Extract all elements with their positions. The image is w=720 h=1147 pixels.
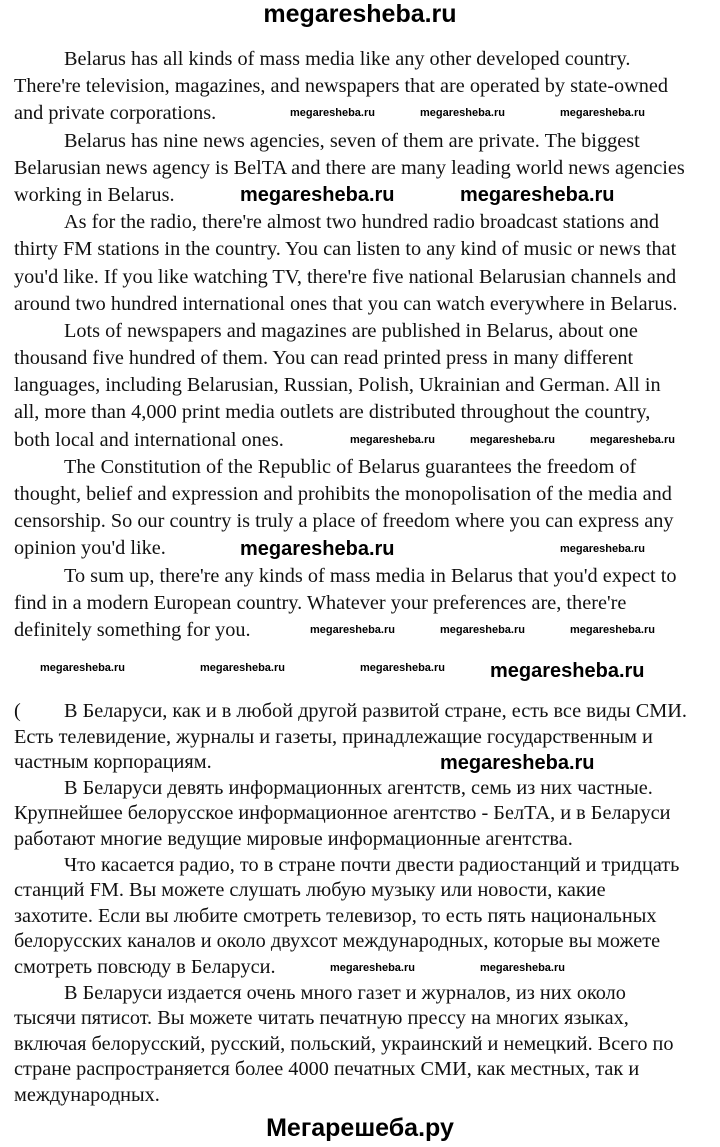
text-line — [14, 236, 676, 263]
watermark: megaresheba.ru — [240, 538, 395, 560]
line-text: find in a modern European country. Whatever your preferences are, there're — [14, 591, 627, 614]
line-text: languages, including Belarusian, Russian, Polish, Ukrainian and German. All in — [14, 374, 661, 397]
line-text: станций FM. Вы можете слушать любую музыку или новости, какие — [14, 879, 606, 902]
text-line — [14, 345, 633, 372]
text-line — [14, 372, 661, 399]
text-line — [14, 725, 653, 751]
line-text: белорусских каналов и около двухсот международных, которые вы можете — [14, 930, 661, 953]
line-text: В Беларуси издается очень много газет и журналов, из них около — [64, 981, 626, 1004]
text-line — [14, 291, 677, 318]
site-header: megaresheba.ru — [263, 0, 457, 28]
line-text: around two hundred international ones that you can watch everywhere in Belarus. — [14, 292, 678, 315]
text-line — [14, 955, 276, 981]
text-line — [14, 617, 251, 644]
line-text: There're television, magazines, and newspapers that are operated by state-owned — [14, 75, 669, 98]
text-line — [14, 1083, 160, 1109]
text-line — [14, 46, 630, 73]
line-text: thirty FM stations in the country. You can listen to any kind of music or news that — [14, 238, 677, 261]
text-line — [14, 590, 626, 617]
text-line — [14, 1032, 674, 1058]
line-text: all, more than 4,000 print media outlets are distributed throughout the country, — [14, 401, 651, 424]
text-line — [14, 481, 672, 508]
line-text: thousand five hundred of them. You can read printed press in many different — [14, 347, 634, 370]
watermark: megaresheba.ru — [470, 434, 555, 446]
watermark: megaresheba.ru — [560, 107, 645, 119]
line-text: Крупнейшее белорусское информационное агентство - БелТА, и в Беларуси — [14, 802, 671, 825]
line-text: стране распространяется более 4000 печатных СМИ, как местных, так и — [14, 1058, 640, 1081]
text-line — [14, 508, 674, 535]
text-line — [14, 929, 660, 955]
line-text: захотите. Если вы любите смотреть телевизор, то есть пять национальных — [14, 904, 657, 927]
watermark: megaresheba.ru — [40, 662, 125, 674]
line-text: Lots of newspapers and magazines are published in Belarus, about one — [64, 319, 638, 342]
watermark: megaresheba.ru — [590, 434, 675, 446]
text-line — [14, 427, 284, 454]
line-text: thought, belief and expression and prohibits the monopolisation of the media and — [14, 483, 672, 505]
watermark: megaresheba.ru — [560, 543, 645, 555]
text-line — [14, 981, 626, 1007]
watermark: megaresheba.ru — [480, 962, 565, 974]
text-line — [14, 264, 676, 291]
text-line — [14, 904, 657, 930]
line-text: тысячи пятисот. Вы можете читать печатную прессу на многих языках, — [14, 1007, 629, 1030]
line-text: Есть телевидение, журналы и газеты, принадлежащие государственным и — [14, 725, 653, 748]
text-line — [14, 1057, 639, 1083]
open-paren: ( — [14, 700, 21, 722]
site-footer: Мегарешеба.ру — [266, 1114, 454, 1142]
watermark: megaresheba.ru — [570, 624, 655, 636]
text-line — [14, 100, 216, 127]
watermark: megaresheba.ru — [460, 184, 615, 206]
line-text: международных. — [14, 1083, 160, 1106]
text-line — [14, 878, 606, 904]
watermark: megaresheba.ru — [490, 660, 645, 682]
text-line — [14, 563, 677, 590]
line-text: Belarus has all kinds of mass media like any other developed country. — [64, 48, 631, 70]
line-text: работают многие ведущие мировые информационные агентства. — [14, 827, 573, 850]
russian-text — [14, 699, 714, 1109]
line-text: Что касается радио, то в стране почти двести радиостанций и тридцать — [64, 853, 680, 876]
watermark: megaresheba.ru — [360, 662, 445, 674]
watermark: megaresheba.ru — [440, 624, 525, 636]
watermark: megaresheba.ru — [350, 434, 435, 446]
text-line — [14, 776, 653, 802]
text-line — [14, 128, 640, 155]
line-text: opinion you'd like. — [14, 537, 166, 560]
watermark: megaresheba.ru — [420, 107, 505, 119]
text-line — [14, 209, 659, 236]
line-text: and private corporations. — [14, 102, 217, 125]
line-text: To sum up, there're any kinds of mass media in Belarus that you'd expect to — [64, 564, 677, 587]
line-text: частным корпорациям. — [14, 751, 212, 774]
text-line — [14, 699, 687, 725]
text-line — [14, 399, 650, 426]
watermark: megaresheba.ru — [330, 962, 415, 974]
line-text: both local and international ones. — [14, 428, 284, 451]
line-text: смотреть повсюду в Беларуси. — [14, 955, 276, 978]
text-line — [14, 318, 638, 345]
text-line — [14, 454, 636, 481]
text-line — [14, 801, 670, 827]
watermark: megaresheba.ru — [310, 624, 395, 636]
line-text: censorship. So our country is truly a place of freedom where you can express any — [14, 510, 674, 533]
line-text: working in Belarus. — [14, 183, 175, 206]
text-line — [14, 155, 685, 182]
text-line — [14, 182, 175, 209]
line-text: В Беларуси, как и в любой другой развитой стране, есть все виды СМИ. — [64, 700, 687, 722]
watermark: megaresheba.ru — [200, 662, 285, 674]
text-line — [14, 827, 573, 853]
watermark: megaresheba.ru — [440, 752, 595, 774]
line-text: The Constitution of the Republic of Belarus guarantees the freedom of — [64, 455, 637, 478]
text-line — [14, 73, 668, 100]
line-text: you'd like. If you like watching TV, there're five national Belarusian channels and — [14, 265, 677, 288]
text-line — [14, 750, 212, 776]
line-text: Belarusian news agency is BelTA and there are many leading world news agencies — [14, 156, 685, 179]
text-line — [14, 853, 679, 879]
line-text: включая белорусский, русский, польский, украинский и немецкий. Всего по — [14, 1032, 674, 1055]
text-line — [14, 535, 166, 562]
watermark: megaresheba.ru — [290, 107, 375, 119]
text-line — [14, 1006, 629, 1032]
line-text: Belarus has nine news agencies, seven of them are private. The biggest — [64, 129, 640, 152]
line-text: definitely something for you. — [14, 618, 251, 641]
line-text: В Беларуси девять информационных агентств, семь из них частные. — [64, 776, 653, 799]
line-text: As for the radio, there're almost two hundred radio broadcast stations and — [64, 211, 660, 234]
watermark: megaresheba.ru — [240, 184, 395, 206]
